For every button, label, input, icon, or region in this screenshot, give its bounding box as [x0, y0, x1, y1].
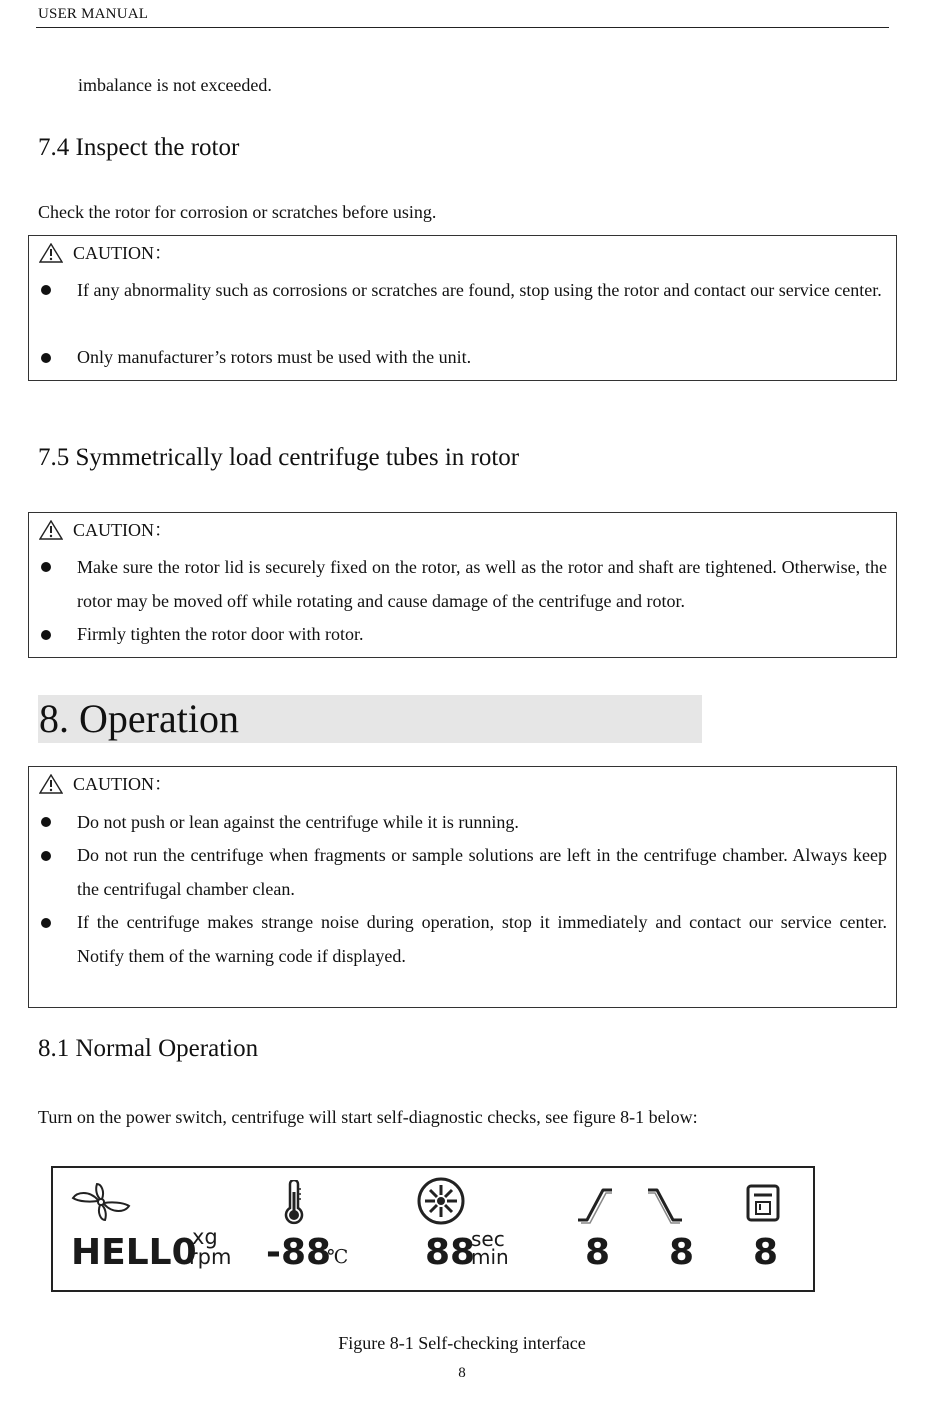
bullet-icon: [41, 285, 51, 295]
caution-item: Make sure the rotor lid is securely fixed on the rotor, as well as the rotor and shaft are tightened. Otherwise, the rotor may be moved off while rotating and cause damage of the centrifuge and rotor.: [77, 557, 887, 611]
header-divider: [36, 27, 889, 28]
caution-box-8: [28, 766, 897, 1008]
warning-triangle-icon: [39, 520, 63, 540]
temperature-unit: ℃: [327, 1246, 349, 1268]
section-7-4-heading: 7.4 Inspect the rotor: [38, 134, 240, 161]
deceleration-readout: 8: [669, 1232, 695, 1273]
time-unit-min: min: [471, 1245, 509, 1269]
warning-triangle-icon: [39, 774, 63, 794]
bullet-icon: [41, 353, 51, 363]
acceleration-readout: 8: [585, 1232, 611, 1273]
caution-text: CAUTION：: [73, 243, 172, 263]
lcd-display-panel: [51, 1166, 815, 1292]
program-memory-icon: [746, 1184, 780, 1222]
temperature-readout: -88: [266, 1232, 332, 1273]
caution-box-7-4: [28, 235, 897, 381]
intro-line: imbalance is not exceeded.: [78, 75, 272, 95]
time-readout: 88: [425, 1232, 476, 1273]
caution-label: [39, 519, 172, 541]
bullet-icon: [41, 851, 51, 861]
caution-item: Firmly tighten the rotor door with rotor.: [77, 624, 364, 644]
caution-text: CAUTION：: [73, 774, 172, 794]
thermometer-icon: [283, 1180, 305, 1226]
document-header: USER MANUAL: [38, 6, 149, 22]
bullet-icon: [41, 817, 51, 827]
speed-unit-xg: xg: [192, 1225, 218, 1249]
fan-icon: [71, 1182, 131, 1222]
bullet-icon: [41, 918, 51, 928]
section-8-1-heading: 8.1 Normal Operation: [38, 1035, 259, 1062]
program-readout: 8: [753, 1232, 779, 1273]
caution-item: If any abnormality such as corrosions or scratches are found, stop using the rotor and contact our service center.: [77, 280, 882, 300]
acceleration-icon: [575, 1184, 615, 1224]
time-unit-sec: sec: [471, 1227, 505, 1251]
section-7-5-heading: 7.5 Symmetrically load centrifuge tubes in rotor: [38, 444, 520, 471]
bullet-icon: [41, 562, 51, 572]
warning-triangle-icon: [39, 243, 63, 263]
bullet-icon: [41, 630, 51, 640]
section-8-heading: 8. Operation: [39, 696, 239, 741]
deceleration-icon: [645, 1184, 685, 1224]
page-number: 8: [458, 1365, 466, 1381]
section-8-1-body: Turn on the power switch, centrifuge will start self-diagnostic checks, see figure 8-1 below:: [38, 1107, 698, 1127]
caution-label: [39, 242, 172, 264]
caution-item: Do not push or lean against the centrifuge while it is running.: [77, 812, 519, 832]
speed-unit-rpm: rpm: [189, 1245, 232, 1269]
caution-label: [39, 773, 172, 795]
caution-item: If the centrifuge makes strange noise during operation, stop it immediately and contact our service center. Notify them of the warning code if displayed.: [77, 912, 887, 966]
rotor-icon: [416, 1176, 466, 1226]
caution-box-7-5: [28, 512, 897, 658]
figure-caption: Figure 8-1 Self-checking interface: [338, 1333, 586, 1353]
caution-item: Do not run the centrifuge when fragments or sample solutions are left in the centrifuge chamber. Always keep the centrifugal chamber clean.: [77, 845, 887, 899]
section-7-4-body: Check the rotor for corrosion or scratches before using.: [38, 202, 437, 222]
caution-text: CAUTION：: [73, 520, 172, 540]
caution-item: Only manufacturer’s rotors must be used with the unit.: [77, 347, 472, 367]
speed-readout: HELL0: [71, 1232, 197, 1273]
